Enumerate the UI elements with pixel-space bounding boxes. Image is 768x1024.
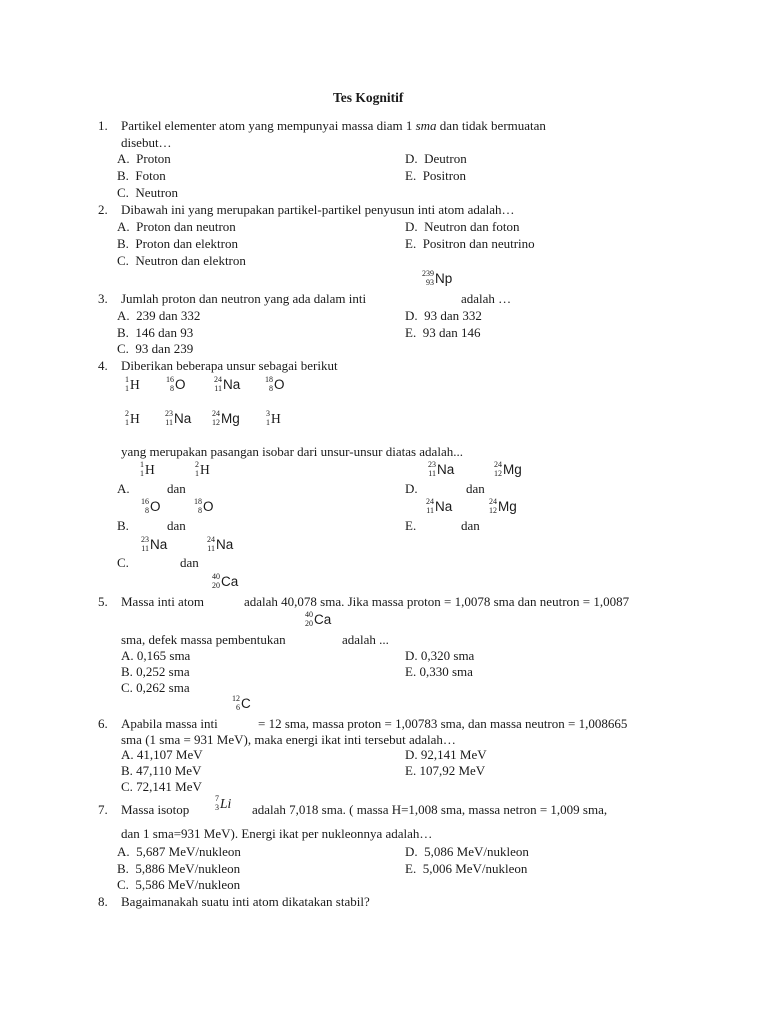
q3-option-b — [117, 325, 193, 341]
q5-text-post: adalah 40,078 sma. Jika massa proton = 1,0078 sma dan neutron = 1,0087 — [244, 594, 630, 609]
q4-option-b-dan: dan — [167, 518, 186, 533]
option-text: 5,006 MeV/nukleon — [422, 861, 528, 876]
mass-number: 24 — [494, 460, 502, 469]
option-text: 239 dan 332 — [136, 308, 201, 323]
mass-number: 23 — [165, 409, 173, 418]
element-symbol: Ca — [221, 573, 239, 589]
element-symbol: Na — [150, 536, 168, 552]
q5-number: 5. — [98, 594, 108, 609]
option-text: Neutron dan foton — [424, 219, 520, 234]
q4-c-nuclide-1 — [141, 536, 167, 553]
q6-option-d: D. 92,141 MeV — [405, 747, 487, 762]
q7-text-pre: Massa isotop — [121, 802, 190, 817]
option-letter: E. — [405, 168, 417, 183]
q6-option-c: C. 72,141 MeV — [121, 779, 202, 794]
option-letter: A. — [117, 308, 130, 323]
option-letter: C. — [117, 341, 129, 356]
option-text: Foton — [135, 168, 166, 183]
q6-text-post: = 12 sma, massa proton = 1,00783 sma, dan massa neutron = 1,008665 — [258, 716, 628, 731]
mass-number: 2 — [195, 460, 199, 469]
element-symbol: H — [145, 461, 155, 477]
nuclide-o18 — [265, 376, 285, 393]
q1-option-b — [117, 168, 166, 184]
q4-option-a-dan: dan — [167, 481, 186, 496]
atomic-number: 12 — [489, 505, 497, 515]
q1-option-c — [117, 185, 178, 201]
q4-option-c-letter: C. — [117, 555, 129, 570]
q2-option-c — [117, 253, 246, 269]
option-text: Positron dan neutrino — [422, 236, 535, 251]
q4-question: yang merupakan pasangan isobar dari unsur-unsur diatas adalah... — [121, 444, 463, 459]
element-symbol: Mg — [221, 410, 240, 426]
option-letter: B. — [117, 236, 129, 251]
q4-option-e-letter: E. — [405, 518, 417, 533]
option-text: Positron — [422, 168, 467, 183]
mass-number: 23 — [428, 460, 436, 469]
q4-option-c-dan: dan — [180, 555, 199, 570]
q7-option-b — [117, 861, 240, 877]
q7-option-a — [117, 844, 241, 860]
mass-number: 16 — [166, 375, 174, 384]
atomic-number: 1 — [266, 417, 270, 427]
option-text: 5,586 MeV/nukleon — [135, 877, 241, 892]
atomic-number: 1 — [125, 383, 129, 393]
option-letter: C. — [117, 253, 129, 268]
mass-number: 23 — [141, 535, 149, 544]
q8-number: 8. — [98, 894, 108, 909]
nuclide-h3 — [266, 410, 281, 427]
element-symbol: Np — [435, 270, 453, 286]
option-text: 93 dan 146 — [422, 325, 481, 340]
q4-b-nuclide-2 — [194, 498, 214, 515]
nuclide-mg24 — [212, 410, 240, 427]
element-symbol: Ca — [314, 611, 332, 627]
option-letter: A. — [117, 844, 130, 859]
element-symbol: H — [130, 376, 140, 392]
q2-option-a — [117, 219, 236, 235]
q7-line2: dan 1 sma=931 MeV). Energi ikat per nukleonnya adalah… — [121, 826, 433, 841]
option-letter: B. — [117, 325, 129, 340]
q5-option-e: E. 0,330 sma — [405, 664, 473, 679]
element-symbol: Na — [216, 536, 234, 552]
q1-line1-unit: sma — [415, 118, 437, 133]
nuclide-h2 — [125, 410, 140, 427]
q3-number: 3. — [98, 291, 108, 306]
atomic-number: 20 — [305, 618, 313, 628]
option-letter: D. — [405, 151, 418, 166]
mass-number: 1 — [140, 460, 144, 469]
q4-option-a-letter: A. — [117, 481, 130, 496]
option-text: Deutron — [424, 151, 467, 166]
q1-option-a — [117, 151, 171, 167]
q4-option-e-dan: dan — [461, 518, 480, 533]
page-title: Tes Kognitif — [333, 90, 404, 105]
q1-option-e — [405, 168, 466, 184]
q4-b-nuclide-1 — [141, 498, 161, 515]
mass-number: 18 — [194, 497, 202, 506]
option-text: 93 dan 239 — [135, 341, 194, 356]
option-letter: D. — [405, 219, 418, 234]
q5-line2-pre: sma, defek massa pembentukan — [121, 632, 286, 647]
element-symbol: Na — [223, 376, 241, 392]
q4-option-d-dan: dan — [466, 481, 485, 496]
element-symbol: C — [241, 695, 251, 711]
q4-e-nuclide-1 — [426, 498, 452, 515]
atomic-number: 11 — [214, 383, 222, 393]
option-text: 93 dan 332 — [424, 308, 482, 323]
element-symbol: Mg — [503, 461, 522, 477]
q4-text: Diberikan beberapa unsur sebagai berikut — [121, 358, 338, 373]
q6-option-e: E. 107,92 MeV — [405, 763, 486, 778]
mass-number: 239 — [422, 269, 434, 278]
option-text: Proton dan elektron — [135, 236, 238, 251]
option-text: Proton dan neutron — [136, 219, 236, 234]
q7-option-e — [405, 861, 527, 877]
mass-number: 1 — [125, 375, 129, 384]
option-letter: A. — [117, 219, 130, 234]
mass-number: 24 — [214, 375, 222, 384]
option-text: Neutron — [135, 185, 179, 200]
mass-number: 12 — [232, 694, 240, 703]
q3-text-post: adalah … — [461, 291, 512, 306]
q7-nuclide — [215, 795, 231, 812]
atomic-number: 8 — [198, 505, 202, 515]
element-symbol: Li — [220, 795, 232, 811]
option-text: Proton — [136, 151, 171, 166]
q6-option-a: A. 41,107 MeV — [121, 747, 203, 762]
q3-text-pre: Jumlah proton dan neutron yang ada dalam inti — [121, 291, 367, 306]
element-symbol: H — [200, 461, 210, 477]
atomic-number: 3 — [215, 802, 219, 812]
mass-number: 3 — [266, 409, 270, 418]
q2-option-d — [405, 219, 519, 235]
mass-number: 24 — [207, 535, 215, 544]
q2-option-e — [405, 236, 535, 252]
q4-number: 4. — [98, 358, 108, 373]
q5-option-c: C. 0,262 sma — [121, 680, 190, 695]
q5-line2-post: adalah ... — [342, 632, 389, 647]
q2-option-b — [117, 236, 238, 252]
mass-number: 16 — [141, 497, 149, 506]
q1-line2: disebut… — [121, 135, 172, 150]
option-letter: D. — [405, 844, 418, 859]
q1-option-d — [405, 151, 467, 167]
q6-line2: sma (1 sma = 931 MeV), maka energi ikat inti tersebut adalah… — [121, 732, 456, 747]
q6-nuclide — [232, 695, 251, 712]
mass-number: 18 — [265, 375, 273, 384]
q4-a-nuclide-1 — [140, 461, 155, 478]
q6-text-pre: Apabila massa inti — [121, 716, 218, 731]
q5-option-a: A. 0,165 sma — [121, 648, 191, 663]
option-letter: E. — [405, 325, 417, 340]
q5-text-pre: Massa inti atom — [121, 594, 205, 609]
q3-option-d — [405, 308, 482, 324]
q5-option-d: D. 0,320 sma — [405, 648, 475, 663]
atomic-number: 11 — [207, 543, 215, 553]
atomic-number: 93 — [426, 277, 434, 287]
q5-option-b: B. 0,252 sma — [121, 664, 190, 679]
option-text: 5,687 MeV/nukleon — [136, 844, 241, 859]
q6-number: 6. — [98, 716, 108, 731]
q1-line1 — [121, 118, 546, 134]
atomic-number: 12 — [494, 468, 502, 478]
q3-option-a — [117, 308, 200, 324]
mass-number: 24 — [489, 497, 497, 506]
element-symbol: O — [175, 376, 186, 392]
atomic-number: 12 — [212, 417, 220, 427]
mass-number: 24 — [212, 409, 220, 418]
atomic-number: 8 — [269, 383, 273, 393]
q3-nuclide — [422, 270, 452, 287]
q3-option-e — [405, 325, 480, 341]
element-symbol: O — [203, 498, 214, 514]
option-text: 5,086 MeV/nukleon — [424, 844, 529, 859]
element-symbol: H — [271, 410, 281, 426]
nuclide-o16 — [166, 376, 186, 393]
option-text: 5,886 MeV/nukleon — [135, 861, 241, 876]
nuclide-h1 — [125, 376, 140, 393]
atomic-number: 1 — [195, 468, 199, 478]
q7-text-post: adalah 7,018 sma. ( massa H=1,008 sma, massa netron = 1,009 sma, — [252, 802, 608, 817]
q4-e-nuclide-2 — [489, 498, 517, 515]
q1-line1-pre: Partikel elementer atom yang mempunyai massa diam 1 — [121, 118, 416, 133]
q5-inline-nuclide — [212, 573, 238, 590]
q5-line2-nuclide — [305, 611, 331, 628]
q7-option-c — [117, 877, 240, 893]
q4-c-nuclide-2 — [207, 536, 233, 553]
nuclide-na23 — [165, 410, 191, 427]
atomic-number: 8 — [170, 383, 174, 393]
element-symbol: Na — [437, 461, 455, 477]
option-letter: B. — [117, 861, 129, 876]
option-letter: B. — [117, 168, 129, 183]
element-symbol: H — [130, 410, 140, 426]
atomic-number: 6 — [236, 702, 240, 712]
element-symbol: O — [274, 376, 285, 392]
option-text: 146 dan 93 — [135, 325, 194, 340]
atomic-number: 8 — [145, 505, 149, 515]
q4-d-nuclide-2 — [494, 461, 522, 478]
q1-line1-post: dan tidak bermuatan — [436, 118, 546, 133]
option-letter: E. — [405, 236, 417, 251]
option-letter: C. — [117, 877, 129, 892]
q4-option-d-letter: D. — [405, 481, 418, 496]
q8-text: Bagaimanakah suatu inti atom dikatakan stabil? — [121, 894, 370, 909]
q7-option-d — [405, 844, 529, 860]
mass-number: 7 — [215, 794, 219, 803]
option-text: Neutron dan elektron — [135, 253, 246, 268]
q2-number: 2. — [98, 202, 108, 217]
atomic-number: 11 — [165, 417, 173, 427]
option-letter: E. — [405, 861, 417, 876]
mass-number: 40 — [212, 572, 220, 581]
atomic-number: 20 — [212, 580, 220, 590]
mass-number: 2 — [125, 409, 129, 418]
q6-option-b: B. 47,110 MeV — [121, 763, 202, 778]
option-letter: A. — [117, 151, 130, 166]
atomic-number: 11 — [428, 468, 436, 478]
nuclide-na24 — [214, 376, 240, 393]
element-symbol: Mg — [498, 498, 517, 514]
atomic-number: 1 — [140, 468, 144, 478]
q1-number: 1. — [98, 118, 108, 133]
mass-number: 24 — [426, 497, 434, 506]
mass-number: 40 — [305, 610, 313, 619]
q2-text: Dibawah ini yang merupakan partikel-partikel penyusun inti atom adalah… — [121, 202, 515, 217]
element-symbol: Na — [435, 498, 453, 514]
option-letter: C. — [117, 185, 129, 200]
element-symbol: Na — [174, 410, 192, 426]
q3-option-c — [117, 341, 193, 357]
q4-a-nuclide-2 — [195, 461, 210, 478]
atomic-number: 11 — [426, 505, 434, 515]
atomic-number: 1 — [125, 417, 129, 427]
q4-d-nuclide-1 — [428, 461, 454, 478]
q4-option-b-letter: B. — [117, 518, 129, 533]
element-symbol: O — [150, 498, 161, 514]
atomic-number: 11 — [141, 543, 149, 553]
option-letter: D. — [405, 308, 418, 323]
q7-number: 7. — [98, 802, 108, 817]
